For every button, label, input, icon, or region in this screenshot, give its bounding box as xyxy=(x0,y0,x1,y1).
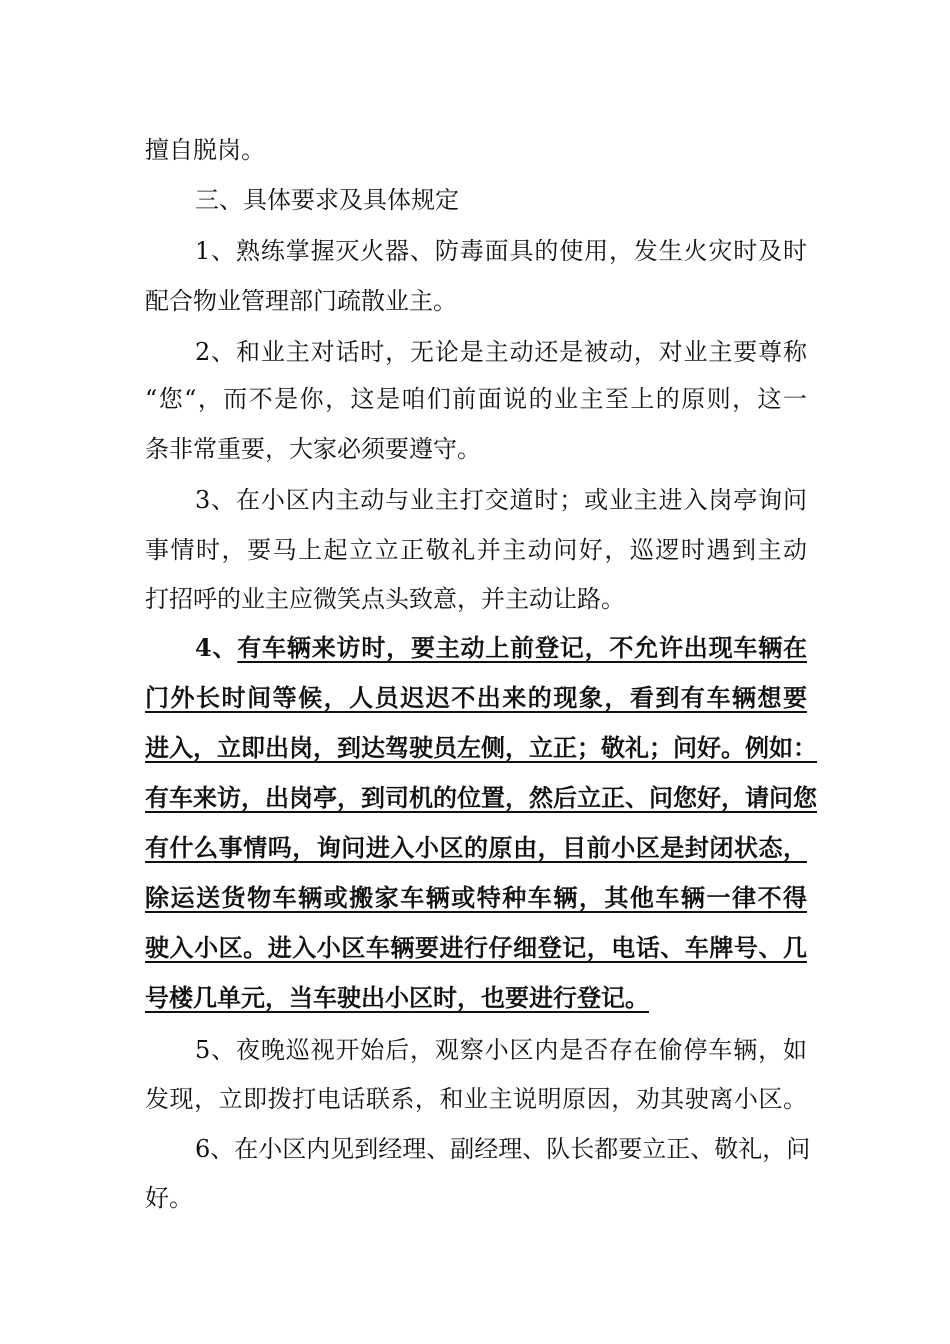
underlined-text: 驶入小区。进入小区车辆要进行仔细登记，电话、车牌号、几 xyxy=(145,933,807,962)
underlined-text: 号楼几单元，当车驶出小区时，也要进行登记。 xyxy=(145,983,649,1012)
paragraph-line: 事情时，要马上起立立正敬礼并主动问好，巡逻时遇到主动 xyxy=(145,536,807,564)
underlined-text: 门外长时间等候，人员迟迟不出来的现象，看到有车辆想要 xyxy=(145,683,807,712)
paragraph-line: 配合物业管理部门疏散业主。 xyxy=(145,287,457,315)
paragraph-line: 发现，立即拨打电话联系，和业主说明原因，劝其驶离小区。 xyxy=(145,1085,807,1113)
underlined-text: 有车辆来访时，要主动上前登记，不允许出现车辆在 xyxy=(237,633,807,662)
section-heading: 三、具体要求及具体规定 xyxy=(195,186,459,214)
emphasis-line xyxy=(145,883,807,913)
paragraph-line: 3、在小区内主动与业主打交道时；或业主进入岗亭询问 xyxy=(195,486,807,514)
emphasis-line xyxy=(145,683,807,713)
paragraph-line: 5、夜晚巡视开始后，观察小区内是否存在偷停车辆，如 xyxy=(195,1036,807,1064)
item-number: 4、 xyxy=(195,633,238,662)
paragraph-line: “您“，而不是你，这是咱们前面说的业主至上的原则，这一 xyxy=(145,385,807,413)
underlined-text: 除运送货物车辆或搬家车辆或特种车辆，其他车辆一律不得 xyxy=(145,883,807,912)
emphasis-line xyxy=(145,783,817,813)
paragraph-line: 条非常重要，大家必须要遵守。 xyxy=(145,435,481,463)
paragraph-line: 擅自脱岗。 xyxy=(145,136,265,164)
paragraph-line: 6、在小区内见到经理、副经理、队长都要立正、敬礼，问 xyxy=(195,1135,811,1163)
emphasis-line xyxy=(145,983,807,1013)
emphasis-line xyxy=(145,833,807,863)
emphasis-line xyxy=(145,733,817,763)
underlined-text: 有车来访，出岗亭，到司机的位置，然后立正、问您好，请问您 xyxy=(145,783,817,812)
paragraph-line: 打招呼的业主应微笑点头致意，并主动让路。 xyxy=(145,585,625,613)
underlined-text: 有什么事情吗，询问进入小区的原由，目前小区是封闭状态， xyxy=(145,833,807,862)
emphasis-line xyxy=(195,633,807,663)
emphasis-line xyxy=(145,933,807,963)
paragraph-line: 1、熟练掌握灭火器、防毒面具的使用，发生火灾时及时 xyxy=(195,237,807,265)
underlined-text: 进入，立即出岗，到达驾驶员左侧，立正；敬礼；问好。例如： xyxy=(145,733,817,762)
paragraph-line: 2、和业主对话时，无论是主动还是被动，对业主要尊称 xyxy=(195,338,807,366)
paragraph-line: 好。 xyxy=(145,1184,193,1212)
